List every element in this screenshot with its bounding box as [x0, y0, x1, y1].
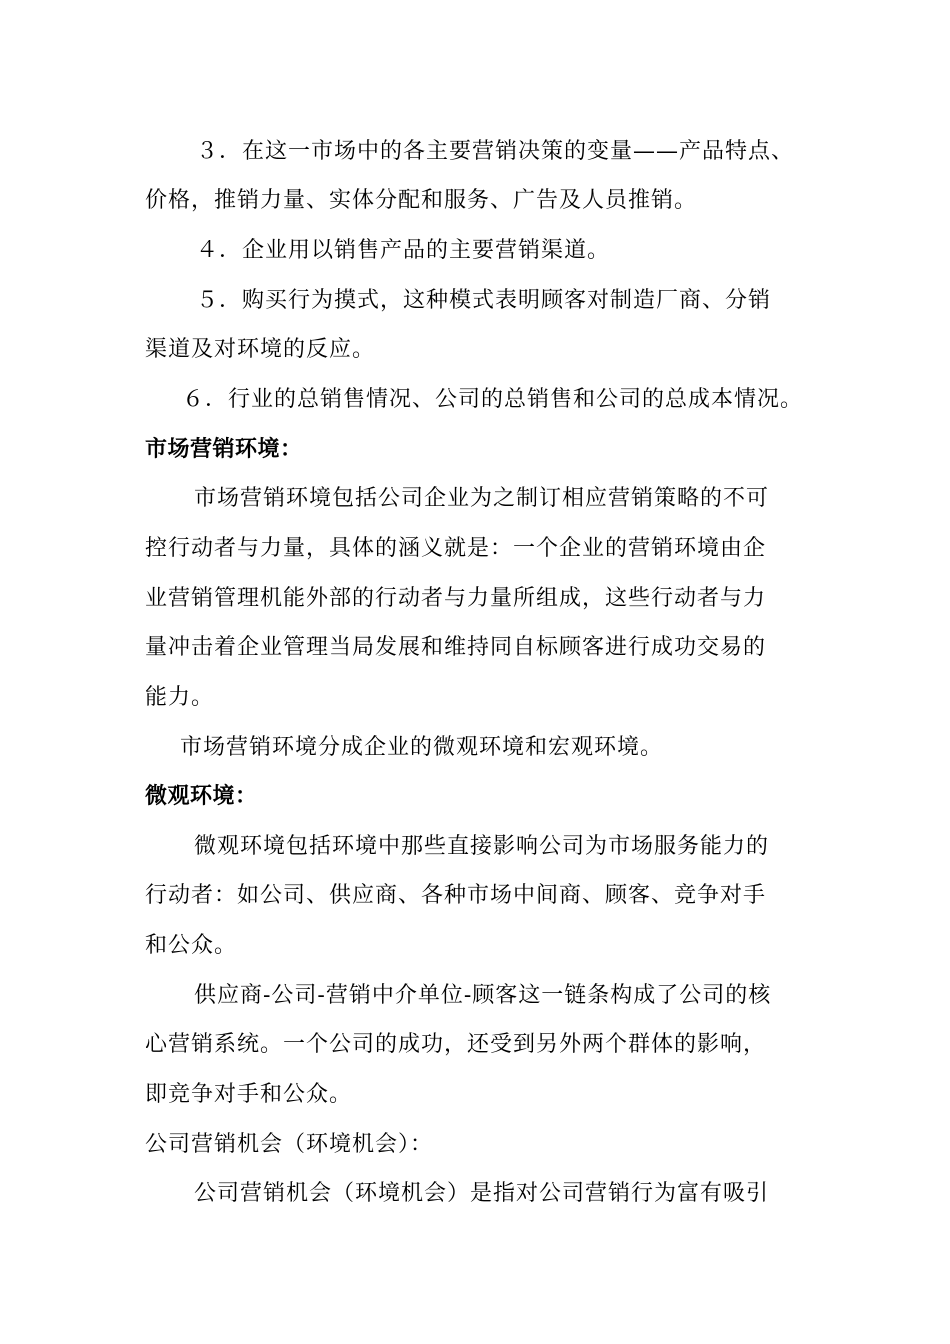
paragraph-line: 公司营销机会（环境机会）是指对公司营销行为富有吸引	[194, 1181, 770, 1206]
section-heading-marketing-opportunity: 公司营销机会（环境机会）：	[145, 1132, 434, 1157]
paragraph-line: 和公众。	[145, 933, 238, 958]
paragraph-line: 量冲击着企业管理当局发展和维持同自标顾客进行成功交易的	[145, 635, 767, 660]
paragraph-line: 供应商-公司-营销中介单位-顾客这一链条构成了公司的核	[194, 983, 772, 1008]
list-item-6: ６．行业的总销售情况、公司的总销售和公司的总成本情况。	[182, 387, 804, 412]
paragraph-line: 微观环境包括环境中那些直接影响公司为市场服务能力的	[194, 834, 770, 859]
list-item-3-line-1: ３．在这一市场中的各主要营销决策的变量——产品特点、	[196, 139, 795, 164]
paragraph-line: 能力。	[145, 685, 215, 710]
list-item-3-line-2: 价格，推销力量、实体分配和服务、广告及人员推销。	[145, 188, 698, 213]
paragraph-line: 市场营销环境分成企业的微观环境和宏观环境。	[180, 735, 664, 760]
list-item-4: ４．企业用以销售产品的主要营销渠道。	[196, 238, 611, 263]
section-heading-micro-environment: 微观环境：	[145, 784, 258, 809]
paragraph-line: 控行动者与力量，具体的涵义就是：一个企业的营销环境由企	[145, 536, 767, 561]
list-item-5-line-1: ５．购买行为摸式，这种模式表明顾客对制造厂商、分销	[196, 288, 772, 313]
paragraph-line: 市场营销环境包括公司企业为之制订相应营销策略的不可	[194, 486, 770, 511]
section-heading-marketing-environment: 市场营销环境：	[145, 437, 303, 462]
paragraph-line: 心营销系统。一个公司的成功，还受到另外两个群体的影响，	[145, 1032, 767, 1057]
paragraph-line: 业营销管理机能外部的行动者与力量所组成，这些行动者与力	[145, 586, 767, 611]
paragraph-line: 即竞争对手和公众。	[145, 1082, 353, 1107]
list-item-5-line-2: 渠道及对环境的反应。	[145, 337, 376, 362]
paragraph-line: 行动者：如公司、供应商、各种市场中间商、顾客、竞争对手	[145, 883, 767, 908]
